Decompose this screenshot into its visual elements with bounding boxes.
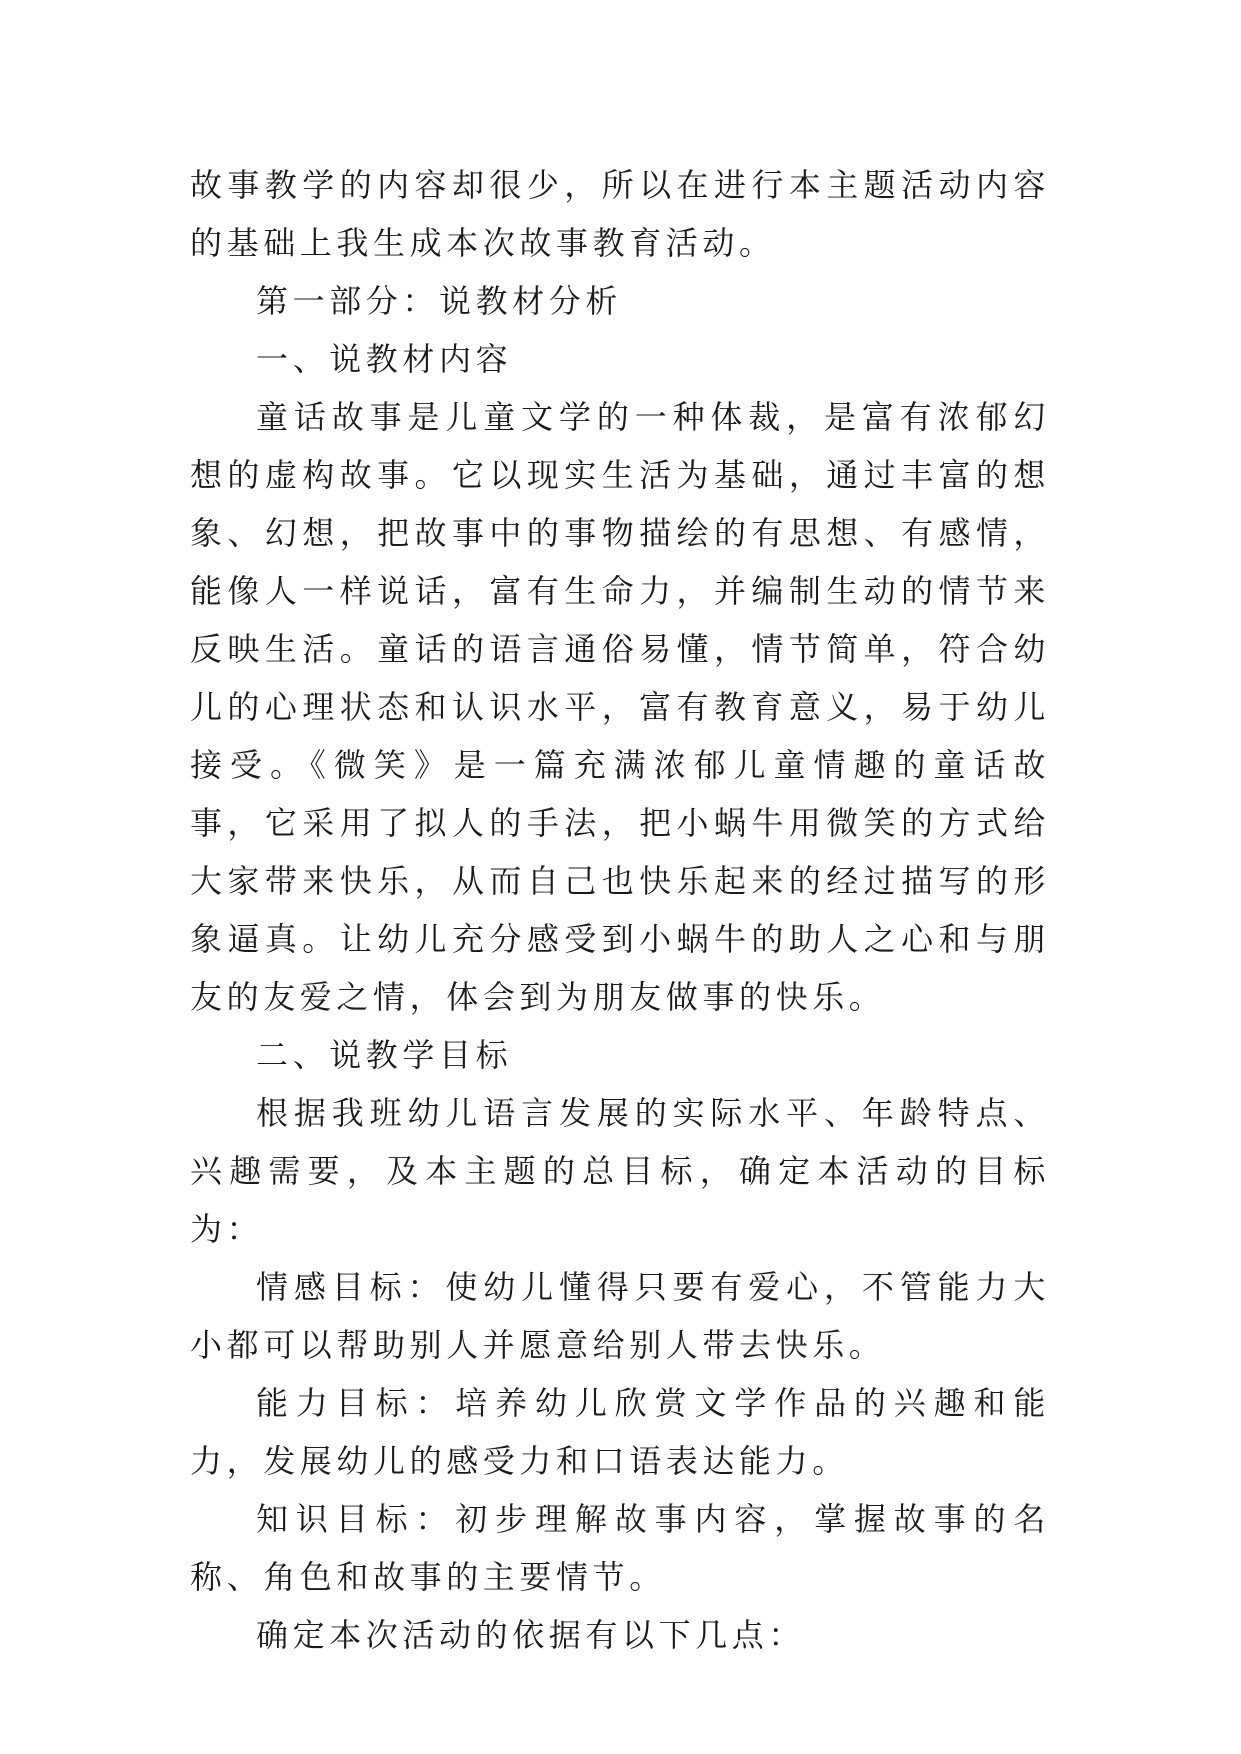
paragraph-knowledge-goal: 知识目标：初步理解故事内容，掌握故事的名称、角色和故事的主要情节。 (190, 1500, 1050, 1596)
subheading-teaching-goals: 二、说教学目标 (256, 1036, 513, 1074)
paragraph-fairy-tale-description: 童话故事是儿童文学的一种体裁，是富有浓郁幻想的虚构故事。它以现实生活为基础，通过丰富的想象、幻想，把故事中的事物描绘的有思想、有感情，能像人一样说话，富有生命力，并编制生动的情节来反映生活。童话的语言通俗易懂，情节简单，符合幼儿的心理状态和认识水平，富有教育意义，易于幼儿接受。《微笑》是一篇充满浓郁儿童情趣的童话故事，它采用了拟人的手法，把小蜗牛用微笑的方式给大家带来快乐，从而自己也快乐起来的经过描写的形象逼真。让幼儿充分感受到小蜗牛的助人之心和与朋友的友爱之情，体会到为朋友做事的快乐。 (190, 398, 1050, 1016)
document-page (190, 156, 1050, 1664)
paragraph-activity-basis: 确定本次活动的依据有以下几点： (256, 1616, 806, 1654)
subheading-textbook-content: 一、说教材内容 (256, 340, 513, 378)
paragraph-intro-continuation: 故事教学的内容却很少，所以在进行本主题活动内容的基础上我生成本次故事教育活动。 (190, 166, 1050, 262)
section-heading-part-one: 第一部分：说教材分析 (256, 282, 623, 320)
paragraph-goal-basis: 根据我班幼儿语言发展的实际水平、年龄特点、兴趣需要，及本主题的总目标，确定本活动的目标为： (190, 1094, 1050, 1248)
paragraph-ability-goal: 能力目标：培养幼儿欣赏文学作品的兴趣和能力，发展幼儿的感受力和口语表达能力。 (190, 1384, 1050, 1480)
paragraph-emotional-goal: 情感目标：使幼儿懂得只要有爱心，不管能力大小都可以帮助别人并愿意给别人带去快乐。 (190, 1268, 1050, 1364)
